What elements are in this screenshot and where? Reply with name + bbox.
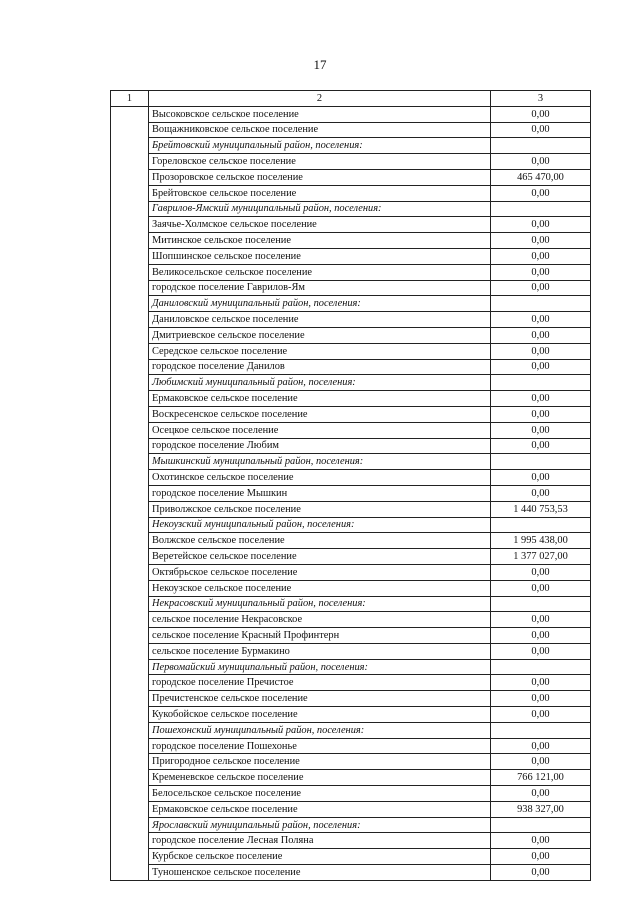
settlement-name: Белосельское сельское поселение: [149, 786, 491, 802]
amount-value: [491, 596, 591, 612]
district-name: Любимский муниципальный район, поселения:: [149, 375, 491, 391]
amount-value: 0,00: [491, 327, 591, 343]
table-row: [111, 628, 591, 644]
settlement-name: городское поселение Пречистое: [149, 675, 491, 691]
district-name: Даниловский муниципальный район, поселения:: [149, 296, 491, 312]
amount-value: 0,00: [491, 691, 591, 707]
table-row: [111, 343, 591, 359]
settlement-name: Веретейское сельское поселение: [149, 549, 491, 565]
table-row: [111, 612, 591, 628]
amount-value: 0,00: [491, 754, 591, 770]
settlement-name: Высоковское сельское поселение: [149, 106, 491, 122]
settlement-name: Великосельское сельское поселение: [149, 264, 491, 280]
table-row: [111, 391, 591, 407]
settlement-name: Воскресенское сельское поселение: [149, 406, 491, 422]
amount-value: 938 327,00: [491, 801, 591, 817]
column-2-header: 2: [149, 91, 491, 107]
table-row: [111, 833, 591, 849]
settlement-name: Митинское сельское поселение: [149, 233, 491, 249]
allocation-table: [110, 90, 591, 881]
table-row: [111, 501, 591, 517]
page-number: 17: [313, 57, 327, 72]
amount-value: 0,00: [491, 406, 591, 422]
settlement-name: Шопшинское сельское поселение: [149, 248, 491, 264]
amount-value: 0,00: [491, 106, 591, 122]
table-row: [111, 738, 591, 754]
amount-value: [491, 201, 591, 217]
settlement-name: городское поселение Гаврилов-Ям: [149, 280, 491, 296]
amount-value: [491, 517, 591, 533]
table-row: [111, 169, 591, 185]
settlement-name: Кременевское сельское поселение: [149, 770, 491, 786]
settlement-name: Туношенское сельское поселение: [149, 865, 491, 881]
table-row: [111, 185, 591, 201]
district-heading-row: [111, 596, 591, 612]
amount-value: 0,00: [491, 833, 591, 849]
table-row: [111, 438, 591, 454]
amount-value: [491, 296, 591, 312]
amount-value: 0,00: [491, 849, 591, 865]
table-row: [111, 422, 591, 438]
amount-value: 0,00: [491, 422, 591, 438]
table-row: [111, 580, 591, 596]
amount-value: 0,00: [491, 580, 591, 596]
table-row: [111, 217, 591, 233]
table-row: [111, 485, 591, 501]
district-heading-row: [111, 138, 591, 154]
settlement-name: городское поселение Мышкин: [149, 485, 491, 501]
settlement-name: Курбское сельское поселение: [149, 849, 491, 865]
settlement-name: Брейтовское сельское поселение: [149, 185, 491, 201]
amount-value: 0,00: [491, 786, 591, 802]
settlement-name: Даниловское сельское поселение: [149, 312, 491, 328]
amount-value: 0,00: [491, 248, 591, 264]
table-row: [111, 312, 591, 328]
amount-value: 766 121,00: [491, 770, 591, 786]
settlement-name: городское поселение Пошехонье: [149, 738, 491, 754]
district-heading-row: [111, 454, 591, 470]
district-name: Первомайский муниципальный район, поселения:: [149, 659, 491, 675]
settlement-name: Середское сельское поселение: [149, 343, 491, 359]
settlement-name: сельское поселение Некрасовское: [149, 612, 491, 628]
amount-value: [491, 454, 591, 470]
amount-value: 0,00: [491, 185, 591, 201]
table-row: [111, 707, 591, 723]
settlement-name: сельское поселение Бурмакино: [149, 643, 491, 659]
settlement-name: Осецкое сельское поселение: [149, 422, 491, 438]
table-row: [111, 643, 591, 659]
settlement-name: Охотинское сельское поселение: [149, 470, 491, 486]
table-row: [111, 801, 591, 817]
district-heading-row: [111, 722, 591, 738]
amount-value: [491, 722, 591, 738]
settlement-name: Некоузское сельское поселение: [149, 580, 491, 596]
amount-value: [491, 659, 591, 675]
column-number-row: [111, 91, 591, 107]
district-name: Гаврилов-Ямский муниципальный район, поселения:: [149, 201, 491, 217]
amount-value: 0,00: [491, 738, 591, 754]
amount-value: 0,00: [491, 865, 591, 881]
settlement-name: городское поселение Данилов: [149, 359, 491, 375]
amount-value: 0,00: [491, 612, 591, 628]
district-heading-row: [111, 375, 591, 391]
column-1-merged-cell: [111, 106, 149, 880]
table-row: [111, 770, 591, 786]
amount-value: 0,00: [491, 359, 591, 375]
amount-value: 0,00: [491, 122, 591, 138]
table-row: [111, 786, 591, 802]
district-name: Брейтовский муниципальный район, поселения:: [149, 138, 491, 154]
settlement-name: Заячье-Холмское сельское поселение: [149, 217, 491, 233]
amount-value: 0,00: [491, 264, 591, 280]
district-heading-row: [111, 659, 591, 675]
settlement-name: Пречистенское сельское поселение: [149, 691, 491, 707]
table-row: [111, 849, 591, 865]
settlement-name: Волжское сельское поселение: [149, 533, 491, 549]
table-row: [111, 470, 591, 486]
amount-value: 0,00: [491, 391, 591, 407]
settlement-name: Октябрьское сельское поселение: [149, 564, 491, 580]
amount-value: 1 377 027,00: [491, 549, 591, 565]
amount-value: 0,00: [491, 564, 591, 580]
table-row: [111, 549, 591, 565]
table-row: [111, 564, 591, 580]
table-row: [111, 754, 591, 770]
table-row: [111, 280, 591, 296]
table-row: [111, 359, 591, 375]
table-row: [111, 327, 591, 343]
settlement-name: сельское поселение Красный Профинтерн: [149, 628, 491, 644]
amount-value: 0,00: [491, 675, 591, 691]
amount-value: 465 470,00: [491, 169, 591, 185]
table-row: [111, 122, 591, 138]
amount-value: 1 440 753,53: [491, 501, 591, 517]
settlement-name: Вощажниковское сельское поселение: [149, 122, 491, 138]
amount-value: 0,00: [491, 470, 591, 486]
amount-value: [491, 138, 591, 154]
district-heading-row: [111, 296, 591, 312]
amount-value: 0,00: [491, 312, 591, 328]
settlement-name: Ермаковское сельское поселение: [149, 801, 491, 817]
settlement-name: Пригородное сельское поселение: [149, 754, 491, 770]
table-row: [111, 675, 591, 691]
amount-value: 0,00: [491, 628, 591, 644]
table-row: [111, 865, 591, 881]
amount-value: 0,00: [491, 233, 591, 249]
amount-value: 0,00: [491, 154, 591, 170]
amount-value: 0,00: [491, 707, 591, 723]
amount-value: 0,00: [491, 280, 591, 296]
table-row: [111, 154, 591, 170]
district-heading-row: [111, 201, 591, 217]
table-row: [111, 691, 591, 707]
settlement-name: Приволжское сельское поселение: [149, 501, 491, 517]
column-1-header: 1: [111, 91, 149, 107]
amount-value: [491, 375, 591, 391]
district-heading-row: [111, 817, 591, 833]
amount-value: 0,00: [491, 485, 591, 501]
settlement-name: Прозоровское сельское поселение: [149, 169, 491, 185]
settlement-name: Дмитриевское сельское поселение: [149, 327, 491, 343]
amount-value: [491, 817, 591, 833]
amount-value: 0,00: [491, 643, 591, 659]
settlement-name: городское поселение Лесная Поляна: [149, 833, 491, 849]
district-heading-row: [111, 517, 591, 533]
column-3-header: 3: [491, 91, 591, 107]
settlement-name: городское поселение Любим: [149, 438, 491, 454]
table-row: [111, 533, 591, 549]
district-name: Некрасовский муниципальный район, поселения:: [149, 596, 491, 612]
district-name: Ярославский муниципальный район, поселения:: [149, 817, 491, 833]
settlement-name: Кукобойское сельское поселение: [149, 707, 491, 723]
district-name: Некоузский муниципальный район, поселения:: [149, 517, 491, 533]
table-row: [111, 233, 591, 249]
amount-value: 1 995 438,00: [491, 533, 591, 549]
table-row: [111, 264, 591, 280]
settlement-name: Ермаковское сельское поселение: [149, 391, 491, 407]
amount-value: 0,00: [491, 343, 591, 359]
amount-value: 0,00: [491, 438, 591, 454]
settlement-name: Гореловское сельское поселение: [149, 154, 491, 170]
table-row: [111, 106, 591, 122]
table-row: [111, 406, 591, 422]
amount-value: 0,00: [491, 217, 591, 233]
district-name: Мышкинский муниципальный район, поселения:: [149, 454, 491, 470]
table-body: [111, 106, 591, 880]
district-name: Пошехонский муниципальный район, поселения:: [149, 722, 491, 738]
table-row: [111, 248, 591, 264]
